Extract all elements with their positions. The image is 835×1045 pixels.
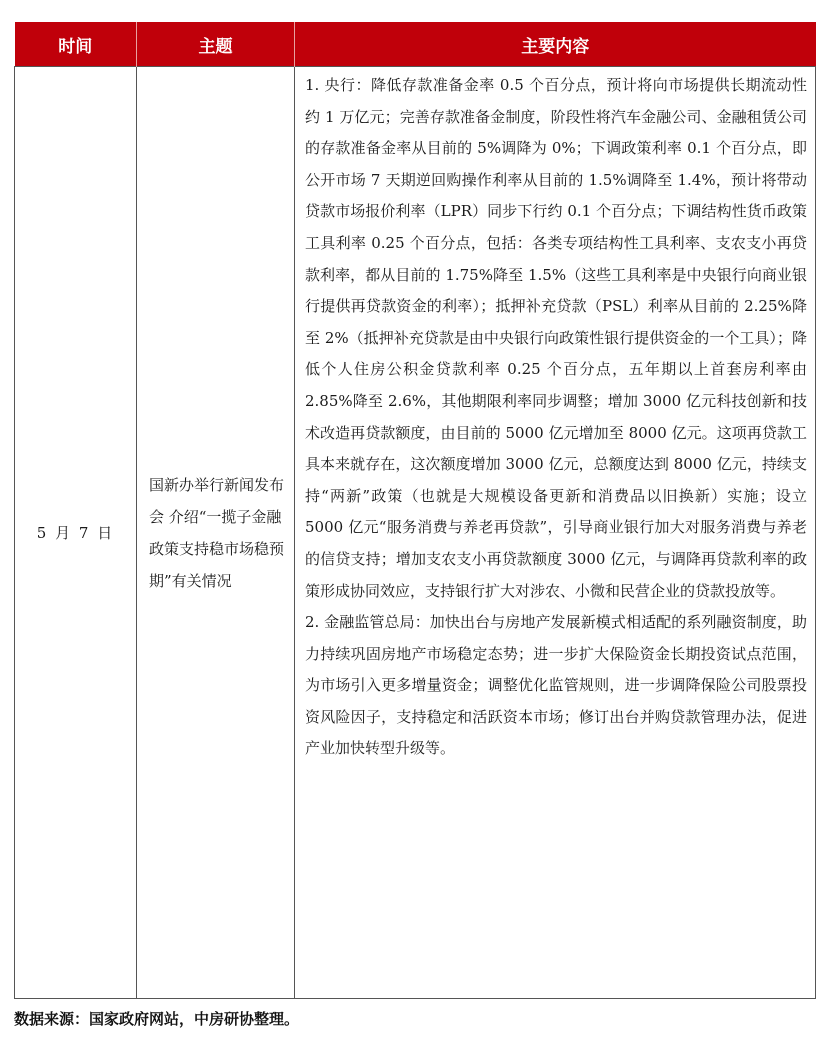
header-topic: 主题: [137, 22, 295, 67]
policy-table: [14, 22, 816, 999]
content-paragraph-2: 2. 金融监管总局：加快出台与房地产发展新模式相适配的系列融资制度，助力持续巩固房地产市场稳定态势；进一步扩大保险资金长期投资试点范围，为市场引入更多增量资金；调整优化监管规则，进一步调降保险公司股票投资风险因子，支持稳定和活跃资本市场；修订出台并购贷款管理办法，促进产业加快转型升级等。: [305, 613, 807, 758]
row-time: 5 月 7 日: [15, 67, 137, 999]
table-row: [15, 67, 816, 999]
header-time: 时间: [15, 22, 137, 67]
row-topic: 国新办举行新闻发布会 介绍“一揽子金融政策支持稳市场稳预期”有关情况: [137, 67, 295, 999]
source-note: 数据来源：国家政府网站，中房研协整理。: [14, 1010, 300, 1028]
header-content: 主要内容: [295, 22, 816, 67]
content-paragraph-1: 1. 央行：降低存款准备金率 0.5 个百分点，预计将向市场提供长期流动性约 1 万亿元；完善存款准备金制度，阶段性将汽车金融公司、金融租赁公司的存款准备金率从目前的 5%调降为 0%；下调政策利率 0.1 个百分点，即公开市场 7 天期逆回购操作利率从目前的 1.5%调降至 1.4%，预计将带动贷款市场报价利率（LPR）同步下行约 0.1 个百分点；下调结构性货币政策工具利率 0.25 个百分点，包括：各类专项结构性工具利率、支农支小再贷款利率，都从目前的 1.75%降至 1.5%（这些工具利率是中央银行向商业银行提供再贷款资金的利率）；抵押补充贷款（PSL）利率从目前的 2.25%降至 2%（抵押补充贷款是由中央银行向政策性银行提供资金的一个工具）；降低个人住房公积金贷款利率 0.25 个百分点，五年期以上首套房利率由 2.85%降至 2.6%，其他期限利率同步调整；增加 3000 亿元科技创新和技术改造再贷款额度，由目前的 5000 亿元增加至 8000 亿元。这项再贷款工具本来就存在，这次额度增加 3000 亿元，总额度达到 8000 亿元，持续支持“两新”政策（也就是大规模设备更新和消费品以旧换新）实施；设立 5000 亿元“服务消费与养老再贷款”，引导商业银行加大对服务消费与养老的信贷支持；增加支农支小再贷款额度 3000 亿元，与调降再贷款利率的政策形成协同效应，支持银行扩大对涉农、小微和民营企业的贷款投放等。: [305, 76, 807, 600]
row-content: [295, 67, 816, 999]
header-row: [15, 22, 816, 67]
